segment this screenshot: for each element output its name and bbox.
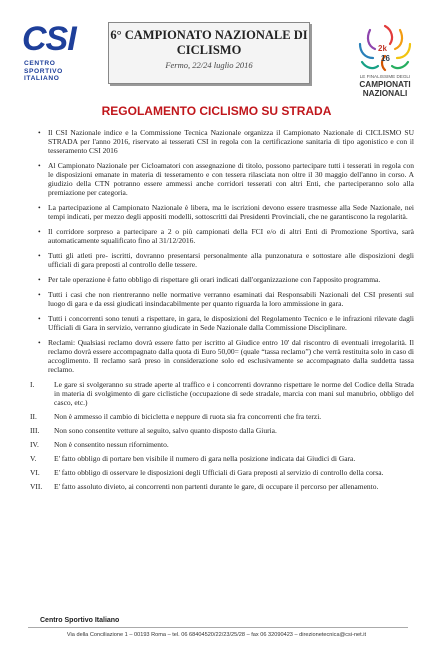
bullet-icon: • (38, 203, 41, 212)
regulation-body (30, 128, 414, 496)
list-item: II. Non è ammesso il cambio di bicicletta e neppure di ruota sia fra concorrenti che fra terzi. (30, 412, 322, 421)
header-subtitle: Fermo, 22/24 luglio 2016 (165, 60, 253, 70)
bullet-icon: • (38, 128, 41, 137)
bullet-icon: • (38, 290, 41, 299)
csi-logo-letters: CSI (22, 20, 76, 58)
header-title-box (108, 22, 310, 84)
list-item: • Il CSI Nazionale indice e la Commissione Tecnica Nazionale organizza il Campionato Nazionale di CICLISMO SU STRADA per l'anno 2016, riservato ai tesserati CSI in regola con la certificazione sanitaria di tipo agonistico e con il tesseramento CSI 2016 (38, 128, 414, 155)
list-item: • Al Campionato Nazionale per Cicloamatori con assegnazione di titolo, possono partecipare tutti i tesserati in regola con le disposizioni emanate in materia di tesseramento e con tessera rilasciata non oltre il 30 maggio dell'anno in corso. A giudizio della CTN potranno essere ammessi anche corridori tesserati con altri Enti, che parteciperanno solo alla premiazione per categoria. (38, 161, 414, 197)
csi-logo-name: CENTRO SPORTIVO ITALIANO (24, 60, 63, 83)
list-item: IV. Non è consentito nessun rifornimento. (30, 440, 169, 449)
list-item: • La partecipazione al Campionato Nazionale è libera, ma le iscrizioni devono essere trasmesse alla Sede Nazionale, nei tempi indicati, per mezzo degli appositi modelli, sottoscritti dai Presidenti Provinciali, che ne garantiscono la regolarità. (38, 203, 414, 221)
list-item: I. Le gare si svolgeranno su strade aperte al traffico e i concorrenti dovranno rispettare le norme del Codice della Strada in materia di svolgimento di gare ciclistiche (occupazione di sede stradale, marcia con mani sul manubrio, obbligo del casco, etc.) (30, 380, 414, 407)
bullet-icon: • (38, 338, 41, 347)
bullet-list (40, 128, 414, 374)
list-item: • Il corridore sorpreso a partecipare a 2 o più campionati della FCI e/o di altri Enti di Promozione Sportiva, sarà automaticamente squalificato fino al 31/12/2016. (38, 227, 414, 245)
list-item: • Tutti i casi che non rientreranno nelle normative verranno esaminati dai Responsabili Nazionali del CSI presenti sul luogo di gara e da essi giudicati insindacabilmente per quanto riguarda la loro ammissione in gara. (38, 290, 414, 308)
footer-divider (28, 627, 408, 628)
bullet-icon: • (38, 227, 41, 236)
list-item: VI. E' fatto obbligo di osservare le disposizioni degli Ufficiali di Gara preposti al servizio di controllo della corsa. (30, 468, 384, 477)
svg-text:2k: 2k (378, 44, 387, 53)
list-item: III. Non sono consentite vetture al seguito, salvo quanto disposto dalla Giuria. (30, 426, 277, 435)
bullet-icon: • (38, 275, 41, 284)
svg-text:16: 16 (381, 54, 390, 63)
bullet-icon: • (38, 314, 41, 323)
numbered-list (30, 380, 414, 491)
list-item: V. E' fatto obbligo di portare ben visibile il numero di gara nella posizione indicata dai Giudici di Gara. (30, 454, 356, 463)
header-title: 6° CAMPIONATO NAZIONALE DI CICLISMO (110, 28, 308, 57)
list-item: • Per tale operazione è fatto obbligo di rispettare gli orari indicati dall'organizzazione con l'apposito programma. (38, 275, 381, 284)
list-item: • Tutti i concorrenti sono tenuti a rispettare, in gara, le disposizioni del Regolamento Tecnico e le infrazioni rilevate dagli Ufficiali di Gara in servizio, verranno giudicate in Sede Nazionale dalla Commissione Disciplinare. (38, 314, 414, 332)
list-item: • Tutti gli atleti pre- iscritti, dovranno presentarsi personalmente alla punzonatura e sottostare alle disposizioni degli ufficiali di gara preposti al controllo delle tessere. (38, 251, 414, 269)
list-item: VII. E' fatto assoluto divieto, ai concorrenti non partenti durante le gare, di occupare il percorso per allenamento. (30, 482, 379, 491)
list-item: • Reclami: Qualsiasi reclamo dovrà essere fatto per iscritto al Giudice entro 10' dal riscontro di eventuali irregolarità. Il reclamo dovrà essere accompagnato dalla quota di Euro 50,00= (quale “tassa reclamo”) che verrà restituita solo in caso di accoglimento. Il reclamo sarà preso in considerazione solo ed esclusivamente se accompagnato dalla suddetta tassa reclamo. (38, 338, 414, 374)
event-logo-caption: LE FINALISSIME DEGLI CAMPIONATI NAZIONALI (359, 74, 411, 98)
bullet-icon: • (38, 251, 41, 260)
footer-organization: Centro Sportivo Italiano (40, 617, 120, 624)
document-title: REGOLAMENTO CICLISMO SU STRADA (101, 104, 332, 118)
bullet-icon: • (38, 161, 41, 170)
footer-contacts: Via della Conciliazione 1 – 00193 Roma – tel. 06 68404520/22/23/25/28 – fax 06 32090423 – direzionetecnica@csi-net.it (66, 632, 367, 638)
csi-logo (22, 20, 86, 84)
